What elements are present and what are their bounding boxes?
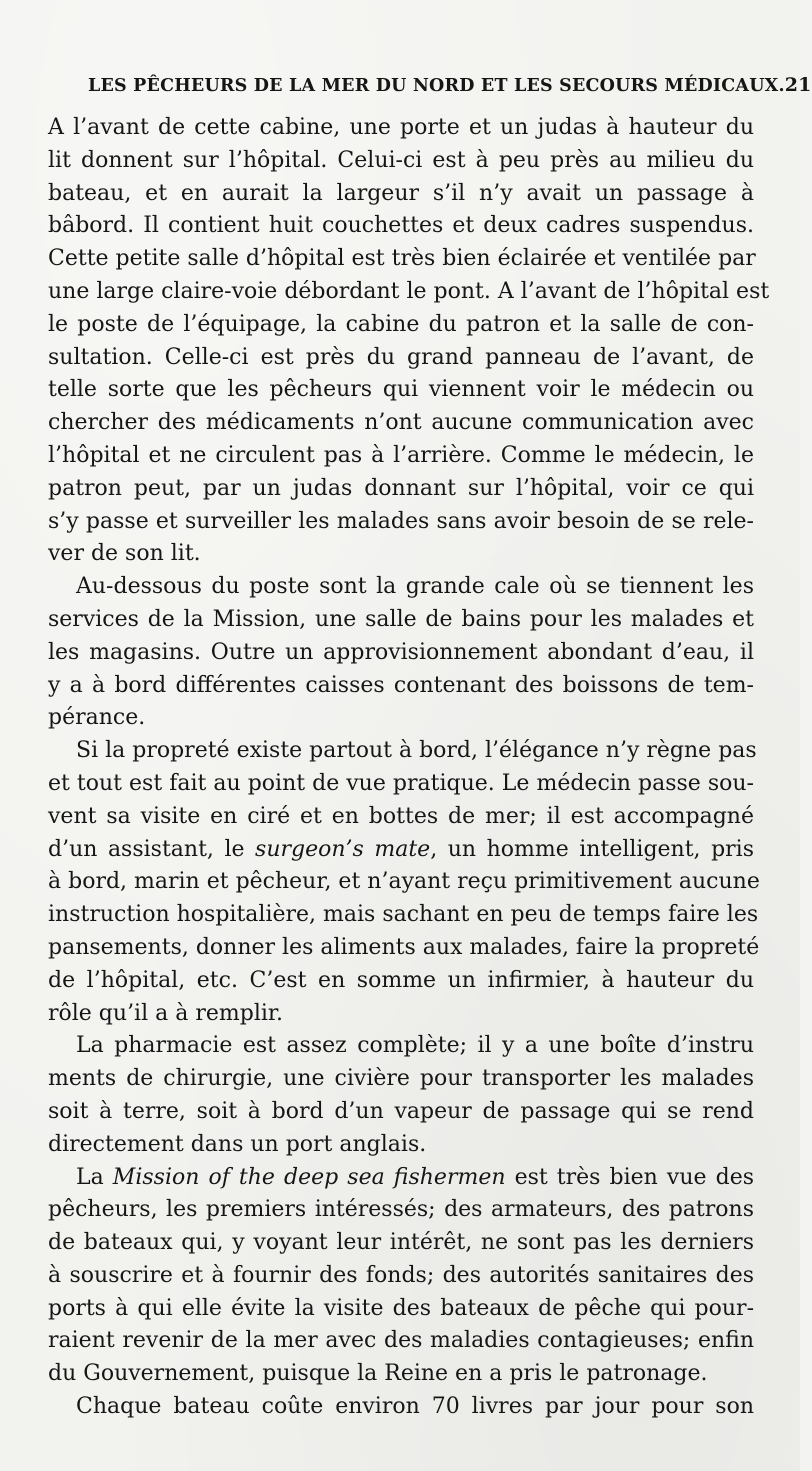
text-line [48,998,754,1031]
text-line [48,1227,754,1260]
italic-text: Mission of the deep sea fishermen [112,1164,506,1190]
text-line [48,965,754,998]
body-text [48,112,770,1424]
text-segment: est très bien vue des [505,1164,754,1190]
text-line [48,834,754,867]
text-segment: Au-dessous du poste sont la grande cale où se tiennent les [76,574,754,600]
text-segment: sultation. Celle-ci est près du grand panneau de l’avant, de [48,344,754,370]
text-line [48,735,757,768]
text-line [48,637,754,670]
text-line [48,506,754,539]
text-line [48,702,754,735]
text-segment: de l’hôpital, etc. C’est en somme un infirmier, à hauteur du [48,967,754,993]
text-segment: et tout est fait au point de vue pratique. Le médecin passe sou- [48,770,754,796]
text-segment: pansements, donner les aliments aux malades, faire la propreté [48,934,760,960]
text-line [48,1260,754,1293]
text-line [48,407,754,440]
text-line [48,473,754,506]
text-segment: soit à terre, soit à bord d’un vapeur de passage qui se rend [48,1098,754,1124]
text-segment: services de la Mission, une salle de bains pour les malades et [48,606,754,632]
running-head [88,74,812,104]
text-segment: bâbord. Il contient huit couchettes et deux cadres suspendus. [48,213,754,239]
text-line [48,440,754,473]
page-number: 21 [784,74,812,96]
text-line [48,1162,754,1195]
text-segment: La [76,1164,113,1190]
text-segment: La pharmacie est assez complète; il y a une boîte d’instru [76,1033,754,1059]
text-line [48,899,759,932]
text-line [48,309,754,342]
text-line [48,932,760,965]
paragraph [48,735,760,1030]
text-line [48,768,754,801]
text-segment: les magasins. Outre un approvisionnement abondant d’eau, il [48,639,754,665]
text-segment: à bord, marin et pêcheur, et n’ayant reçu primitivement aucune [48,869,760,895]
text-segment: telle sorte que les pêcheurs qui viennent voir le médecin ou [48,377,754,403]
text-line [48,145,754,178]
text-segment: du Gouvernement, puisque la Reine en a pris le patronage. [48,1361,708,1387]
text-segment: pérance. [48,705,146,731]
text-line [48,1063,754,1096]
text-segment: chercher des médicaments n’ont aucune communication avec [48,410,754,436]
text-line [48,670,754,703]
italic-text: surgeon’s mate [255,836,431,862]
text-segment: pêcheurs, les premiers intéressés; des armateurs, des patrons [48,1197,754,1223]
text-line [48,801,754,834]
text-line [48,1129,754,1162]
text-line [48,571,754,604]
text-segment: ports à qui elle évite la visite des bateaux de pêche qui pour- [48,1295,754,1321]
text-line [48,1293,754,1326]
text-line [48,276,770,309]
text-segment: instruction hospitalière, mais sachant en peu de temps faire les [48,902,759,928]
text-segment: bateau, et en aurait la largeur s’il n’y avait un passage à [48,180,754,206]
text-line [48,1096,754,1129]
text-line [48,866,760,899]
paragraph [48,112,770,571]
text-line [48,342,754,375]
text-line [48,1391,754,1424]
text-segment: raient revenir de la mer avec des maladies contagieuses; enfin [48,1328,754,1354]
text-line [48,1194,754,1227]
text-segment: s’y passe et surveiller les malades sans avoir besoin de se rele- [48,508,754,534]
text-segment: Chaque bateau coûte environ 70 livres par jour pour son [76,1394,754,1420]
text-line [48,374,754,407]
text-segment: lit donnent sur l’hôpital. Celui-ci est à peu près au milieu du [48,147,754,173]
text-line [48,1358,754,1391]
paragraph [48,1162,754,1392]
text-line [48,243,754,276]
text-segment: une large claire-voie débordant le pont. A l’avant de l’hôpital est [48,278,770,304]
text-segment: A l’avant de cette cabine, une porte et un judas à hauteur du [48,115,754,140]
text-segment: le poste de l’équipage, la cabine du patron et la salle de con- [48,311,754,337]
text-segment: de bateaux qui, y voyant leur intérêt, ne sont pas les derniers [48,1230,754,1256]
paragraph [48,1030,754,1161]
text-segment: directement dans un port anglais. [48,1131,427,1157]
text-segment: ments de chirurgie, une civière pour transporter les malades [48,1066,754,1092]
text-line [48,210,754,243]
paragraph [48,571,754,735]
text-segment: Si la propreté existe partout à bord, l’élégance n’y règne pas [76,738,757,764]
text-segment: d’un assistant, le [48,836,256,862]
text-segment: , un homme intelligent, pris [430,836,755,862]
text-segment: à souscrire et à fournir des fonds; des autorités sanitaires des [48,1262,754,1288]
text-line [48,178,754,211]
text-segment: Cette petite salle d’hôpital est très bien éclairée et ventilée par [48,246,756,272]
text-line [48,1325,754,1358]
paragraph [48,1391,754,1424]
text-segment: l’hôpital et ne circulent pas à l’arrière. Comme le médecin, le [48,442,754,468]
text-segment: ver de son lit. [48,541,201,567]
text-line [48,604,754,637]
text-line [48,1030,754,1063]
text-segment: vent sa visite en ciré et en bottes de mer; il est accompagné [48,803,754,829]
text-line [48,112,754,145]
text-segment: patron peut, par un judas donnant sur l’hôpital, voir ce qui [48,475,754,501]
text-segment: rôle qu’il a à remplir. [48,1000,283,1026]
text-segment: y a à bord différentes caisses contenant des boissons de tem- [48,672,754,698]
text-line [48,538,754,571]
running-title: LES PÊCHEURS DE LA MER DU NORD ET LES SECOURS MÉDICAUX. [88,76,785,96]
